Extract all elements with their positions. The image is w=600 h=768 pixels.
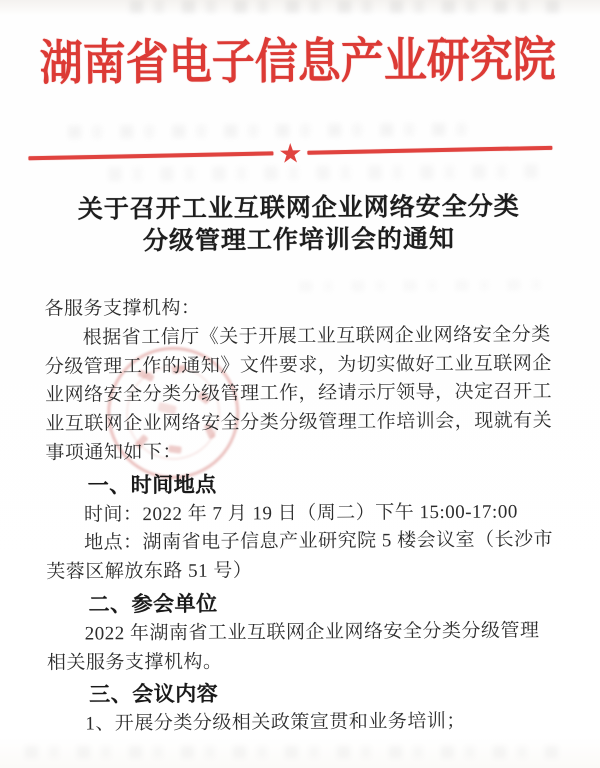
body-line: 根据省工信厅《关于开展工业互联网企业网络安全分类 (82, 324, 551, 349)
bleedthrough-smudge-above-rule (68, 123, 478, 139)
body-line: 芙蓉区解放东路 51 号） (46, 560, 253, 583)
body-text (44, 292, 559, 740)
notice-title-line1: 关于召开工业互联网企业网络安全分类 (77, 192, 520, 224)
body-line: 事项通知如下： (45, 441, 183, 464)
body-line: 相关服务支撑机构。 (46, 651, 223, 674)
star-icon: ★ (277, 137, 303, 170)
section-heading: 二、参会单位 (88, 592, 218, 617)
body-line: 分级管理工作的通知》文件要求，为切实做好工业互联网企 (44, 352, 552, 378)
body-line: 1、开展分类分级相关政策宣贯和业务培训； (85, 711, 466, 735)
body-line: 2022 年湖南省工业互联网企业网络安全分类分级管理 (84, 620, 540, 645)
section-heading: 一、时间地点 (87, 473, 217, 498)
bleedthrough-smudge-mid (299, 279, 544, 292)
body-line: 时间：2022 年 7 月 19 日（周二）下午 15:00-17:00 (83, 501, 518, 526)
letterhead-title: 湖南省电子信息产业研究院 (39, 34, 556, 91)
divider-line-right (307, 146, 552, 155)
letterhead-divider (28, 136, 552, 171)
body-line: 业互联网企业网络安全分类分级管理工作培训会，现就有关 (45, 410, 553, 435)
body-line: 各服务支撑机构： (44, 297, 201, 320)
notice-title-line2: 分级管理工作培训会的通知 (142, 224, 456, 256)
notice-title (0, 190, 599, 258)
body-line: 业网络安全分类分级管理工作，经请示厅领导，决定召开工 (45, 381, 553, 407)
divider-line-left (28, 151, 273, 160)
section-heading: 三、会议内容 (89, 682, 219, 707)
body-line: 地点：湖南省电子信息产业研究院 5 楼会议室（长沙市 (84, 529, 554, 554)
